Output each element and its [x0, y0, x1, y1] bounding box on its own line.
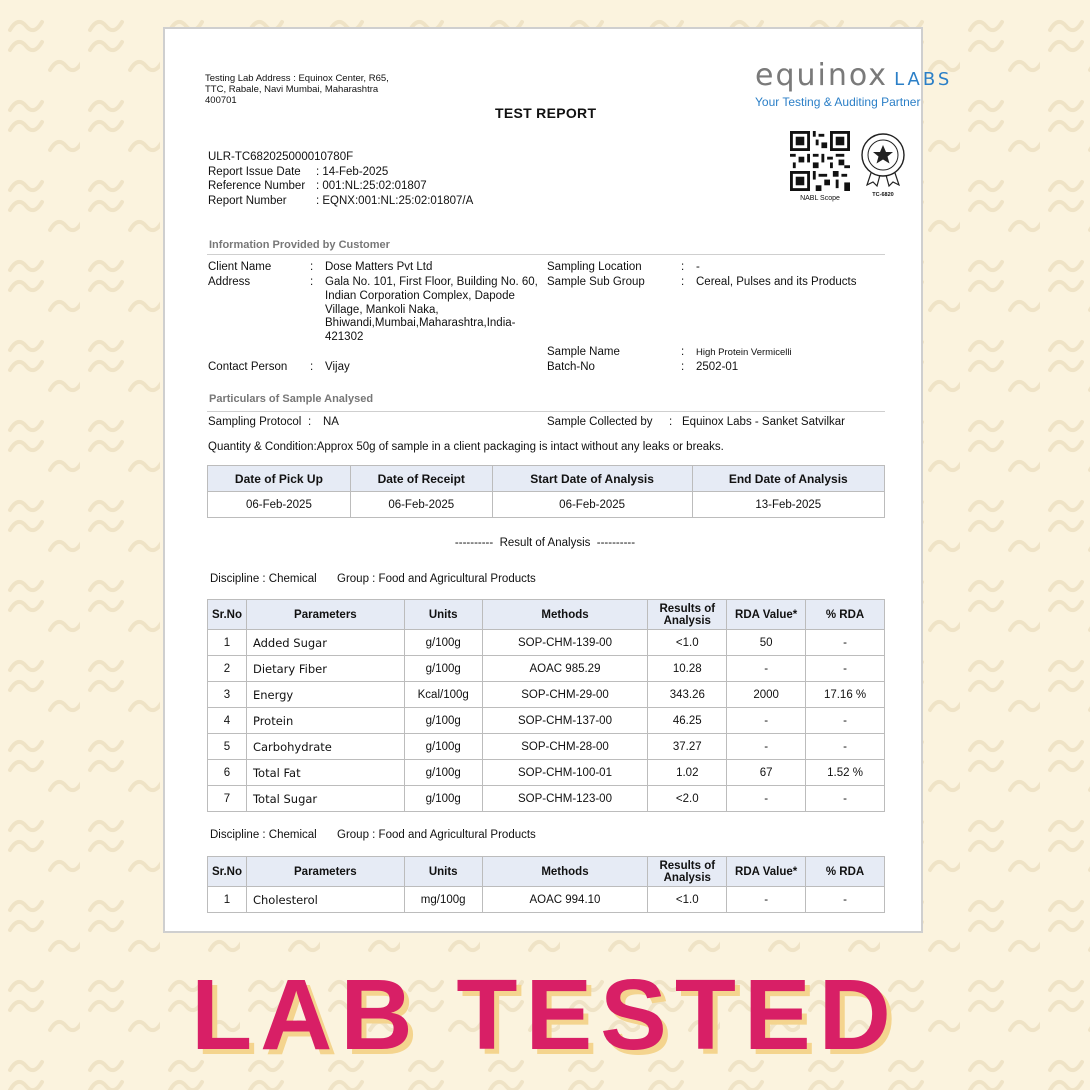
- sample-name-row: Sample Name : High Protein Vermicelli: [547, 346, 792, 358]
- results-header-row: [208, 857, 885, 887]
- address-row: Address : Gala No. 101, First Floor, Building No. 60, Indian Corporation Complex, Dapode Village, Mankoli Naka, Bhiwandi,Mumbai,Maharashtra,India-421302: [208, 276, 548, 345]
- table-cell: g/100g: [404, 708, 482, 734]
- dates-value-cell: 06-Feb-2025: [350, 492, 492, 518]
- sample-sub-group-label: Sample Sub Group: [547, 276, 645, 288]
- lab-tested-banner: LAB TESTED: [191, 959, 899, 1071]
- reference-number-label: Reference Number: [208, 180, 306, 193]
- batch-label: Batch-No: [547, 361, 595, 373]
- table-cell: 50: [727, 630, 806, 656]
- contact-label: Contact Person: [208, 361, 288, 373]
- table-row: [208, 760, 885, 786]
- table2-discipline: Discipline : Chemical: [210, 829, 317, 841]
- address-label: Address: [208, 276, 251, 288]
- table-cell: Energy: [246, 682, 404, 708]
- table-cell: -: [727, 887, 806, 913]
- table-cell: 7: [208, 786, 247, 812]
- collected-row: Sample Collected by : Equinox Labs - Sanket Satvilkar: [547, 416, 846, 428]
- accreditation-seal-icon: [859, 133, 907, 189]
- result-of-analysis-heading: ---------- Result of Analysis ----------: [454, 537, 636, 549]
- results-header-cell: Methods: [482, 600, 648, 630]
- sample-sub-group-row: Sample Sub Group : Cereal, Pulses and its Products: [547, 276, 857, 288]
- logo-tagline: Your Testing & Auditing Partner: [755, 95, 921, 109]
- table-cell: -: [727, 656, 806, 682]
- qr-code-icon: [790, 131, 850, 191]
- dates-header-cell: Date of Pick Up: [208, 466, 351, 492]
- dates-header-cell: Date of Receipt: [350, 466, 492, 492]
- batch-row: Batch-No : 2502-01: [547, 361, 739, 373]
- quantity-value: Approx 50g of sample in a client packaging is intact without any leaks or breaks.: [316, 441, 724, 453]
- results-table-2: [207, 856, 885, 913]
- report-number-label: Report Number: [208, 194, 287, 207]
- table-cell: 1.02: [648, 760, 727, 786]
- results-header-cell: Results of Analysis: [648, 857, 727, 887]
- table-cell: 1: [208, 887, 247, 913]
- table-cell: SOP-CHM-29-00: [482, 682, 648, 708]
- dates-value-cell: 06-Feb-2025: [208, 492, 351, 518]
- table-cell: -: [806, 708, 885, 734]
- table-cell: 10.28: [648, 656, 727, 682]
- logo-suffix: LABS: [894, 69, 953, 90]
- issue-date-label: Report Issue Date: [208, 165, 301, 178]
- table-cell: Carbohydrate: [246, 734, 404, 760]
- results-table-1: [207, 599, 885, 812]
- sampling-location-label: Sampling Location: [547, 261, 642, 273]
- results-header-cell: RDA Value*: [727, 857, 806, 887]
- results-header-cell: Sr.No: [208, 857, 247, 887]
- test-report-sheet: [163, 27, 953, 933]
- sample-name-value: High Protein Vermicelli: [696, 347, 792, 358]
- table-cell: Added Sugar: [246, 630, 404, 656]
- sample-name-label: Sample Name: [547, 346, 620, 358]
- results-header-cell: Parameters: [246, 600, 404, 630]
- results-header-cell: % RDA: [806, 857, 885, 887]
- table-cell: <1.0: [648, 887, 727, 913]
- protocol-row: Sampling Protocol : NA: [208, 416, 339, 428]
- table-cell: g/100g: [404, 786, 482, 812]
- table-cell: 6: [208, 760, 247, 786]
- table1-group: Group : Food and Agricultural Products: [337, 573, 536, 585]
- results-header-cell: RDA Value*: [727, 600, 806, 630]
- table-cell: AOAC 994.10: [482, 887, 648, 913]
- contact-row: Contact Person : Vijay: [208, 361, 350, 373]
- dates-value-row: [208, 492, 885, 518]
- results-header-cell: Sr.No: [208, 600, 247, 630]
- table-row: [208, 734, 885, 760]
- client-name-row: Client Name : Dose Matters Pvt Ltd: [208, 261, 433, 273]
- table1-discipline: Discipline : Chemical: [210, 573, 317, 585]
- customer-section-title: Information Provided by Customer: [209, 239, 390, 251]
- table-cell: 4: [208, 708, 247, 734]
- table-cell: Dietary Fiber: [246, 656, 404, 682]
- table-cell: Protein: [246, 708, 404, 734]
- table-cell: Kcal/100g: [404, 682, 482, 708]
- address-value: Gala No. 101, First Floor, Building No. 60, Indian Corporation Complex, Dapode Village, Mankoli Naka, Bhiwandi,Mumbai,Maharashtra,India-421302: [325, 276, 538, 344]
- table-cell: g/100g: [404, 630, 482, 656]
- table-cell: -: [727, 786, 806, 812]
- dates-header-row: [208, 466, 885, 492]
- client-name-label: Client Name: [208, 261, 272, 273]
- table-cell: SOP-CHM-28-00: [482, 734, 648, 760]
- collected-label: Sample Collected by: [547, 416, 653, 428]
- dates-value-cell: 06-Feb-2025: [492, 492, 692, 518]
- table2-group: Group : Food and Agricultural Products: [337, 829, 536, 841]
- table-row: [208, 786, 885, 812]
- table-cell: 17.16 %: [806, 682, 885, 708]
- table-cell: SOP-CHM-123-00: [482, 786, 648, 812]
- table-cell: AOAC 985.29: [482, 656, 648, 682]
- table-row: [208, 708, 885, 734]
- particulars-section-rule: [207, 411, 885, 412]
- table-cell: g/100g: [404, 760, 482, 786]
- logo-brand: equinox: [755, 58, 889, 93]
- table-row: [208, 630, 885, 656]
- table-cell: 1: [208, 630, 247, 656]
- lab-address: Testing Lab Address : Equinox Center, R65, TTC, Rabale, Navi Mumbai, Maharashtra 400701: [205, 73, 389, 106]
- table-cell: -: [806, 656, 885, 682]
- customer-section-rule: [207, 254, 885, 255]
- table-cell: 2: [208, 656, 247, 682]
- batch-value: 2502-01: [696, 361, 739, 373]
- results-header-cell: Units: [404, 600, 482, 630]
- table-cell: mg/100g: [404, 887, 482, 913]
- results-header-cell: Results of Analysis: [648, 600, 727, 630]
- table-cell: <1.0: [648, 630, 727, 656]
- table-cell: g/100g: [404, 656, 482, 682]
- dates-header-cell: End Date of Analysis: [692, 466, 884, 492]
- protocol-value: NA: [323, 416, 339, 428]
- report-title: TEST REPORT: [495, 105, 597, 121]
- report-number-row: [208, 194, 473, 209]
- table-cell: <2.0: [648, 786, 727, 812]
- table-cell: g/100g: [404, 734, 482, 760]
- table-cell: 46.25: [648, 708, 727, 734]
- reference-number-value: : 001:NL:25:02:01807: [316, 180, 427, 193]
- sampling-location-value: -: [696, 261, 700, 273]
- dates-header-cell: Start Date of Analysis: [492, 466, 692, 492]
- table-cell: -: [806, 887, 885, 913]
- ulr-row: [208, 150, 473, 165]
- client-name-value: Dose Matters Pvt Ltd: [325, 261, 433, 273]
- ulr-number: ULR-TC682025000010780F: [208, 151, 354, 163]
- quantity-row: Quantity & Condition : Approx 50g of sample in a client packaging is intact without any leaks or breaks.: [208, 441, 724, 453]
- dates-value-cell: 13-Feb-2025: [692, 492, 884, 518]
- quantity-label: Quantity & Condition: [208, 441, 314, 453]
- table-cell: 67: [727, 760, 806, 786]
- table-cell: -: [727, 734, 806, 760]
- table-cell: SOP-CHM-100-01: [482, 760, 648, 786]
- results-header-row: [208, 600, 885, 630]
- report-references: [208, 150, 473, 208]
- table-row: [208, 887, 885, 913]
- issue-date-value: : 14-Feb-2025: [316, 165, 389, 178]
- table-row: [208, 656, 885, 682]
- seal-code: TC-6820: [872, 192, 894, 198]
- table-row: [208, 682, 885, 708]
- table-cell: Total Sugar: [246, 786, 404, 812]
- table-cell: Total Fat: [246, 760, 404, 786]
- table-cell: SOP-CHM-137-00: [482, 708, 648, 734]
- table-cell: 343.26: [648, 682, 727, 708]
- table-cell: -: [806, 630, 885, 656]
- particulars-section-title: Particulars of Sample Analysed: [209, 393, 374, 405]
- nabl-scope-caption: NABL Scope: [800, 195, 840, 202]
- table-cell: 37.27: [648, 734, 727, 760]
- issue-date-row: [208, 165, 473, 180]
- table-cell: -: [727, 708, 806, 734]
- table-cell: -: [806, 734, 885, 760]
- table-cell: SOP-CHM-139-00: [482, 630, 648, 656]
- table-cell: 2000: [727, 682, 806, 708]
- results-header-cell: Parameters: [246, 857, 404, 887]
- dates-table: [207, 465, 885, 518]
- results-header-cell: % RDA: [806, 600, 885, 630]
- sample-sub-group-value: Cereal, Pulses and its Products: [696, 276, 857, 288]
- results-header-cell: Units: [404, 857, 482, 887]
- equinox-logo: [755, 58, 953, 109]
- results-header-cell: Methods: [482, 857, 648, 887]
- reference-number-row: [208, 179, 473, 194]
- table-cell: -: [806, 786, 885, 812]
- protocol-label: Sampling Protocol: [208, 416, 302, 428]
- table-cell: Cholesterol: [246, 887, 404, 913]
- table-cell: 1.52 %: [806, 760, 885, 786]
- report-number-value: : EQNX:001:NL:25:02:01807/A: [316, 194, 474, 207]
- contact-value: Vijay: [325, 361, 350, 373]
- table-cell: 3: [208, 682, 247, 708]
- collected-value: Equinox Labs - Sanket Satvilkar: [682, 416, 846, 428]
- sampling-location-row: Sampling Location : -: [547, 261, 700, 273]
- table-cell: 5: [208, 734, 247, 760]
